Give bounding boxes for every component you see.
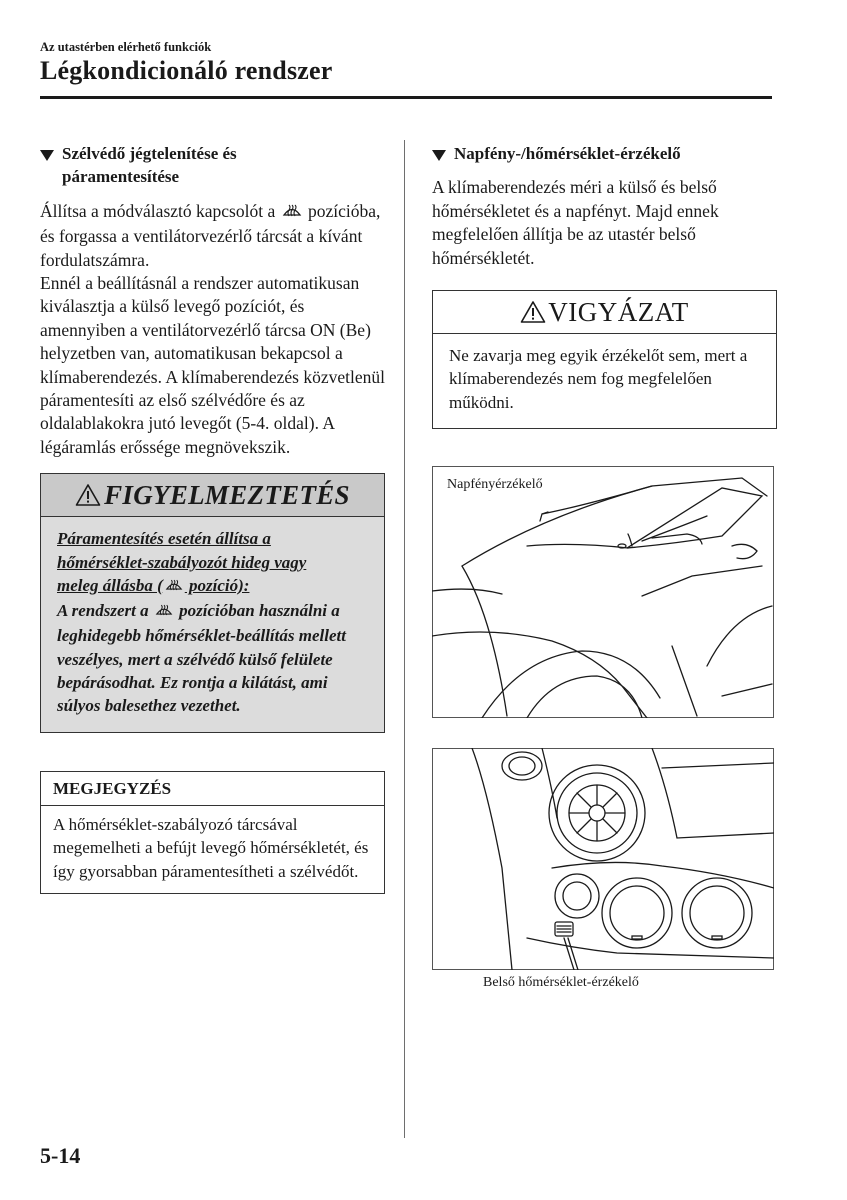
defrost-instruction bbox=[40, 200, 385, 272]
triangle-bullet-icon bbox=[432, 150, 446, 161]
page-title: Légkondicionáló rendszer bbox=[40, 56, 333, 85]
caution-body: Ne zavarja meg egyik érzékelőt sem, mert a klímaberendezés nem fog megfelelően működni. bbox=[449, 346, 748, 412]
instruction-text-b: pozícióba, és forgassa a ventilátorvezérlő tárcsát a kívánt fordulatszámra. bbox=[40, 200, 381, 270]
warning-triangle-icon bbox=[75, 483, 101, 507]
warning-body-a: A rendszert a bbox=[57, 601, 149, 621]
note-title: MEGJEGYZÉS bbox=[41, 772, 384, 806]
warning-lead-3b: pozíció): bbox=[184, 575, 250, 595]
warning-body bbox=[41, 517, 384, 731]
windshield-defroster-icon bbox=[155, 601, 173, 624]
warning-body-b: pozícióban használni a leghidegebb hőmérséklet-beállítás mellett veszélyes, mert a szélvédő külső felülete bepárásodhat. Ez rontja a kilátást, ami súlyos balesethez vezethet. bbox=[57, 601, 346, 716]
caution-box bbox=[432, 290, 777, 429]
warning-title: FIGYELMEZTETÉS bbox=[104, 480, 350, 511]
warning-triangle-icon bbox=[520, 300, 546, 324]
windshield-defroster-icon bbox=[165, 576, 183, 599]
warning-box bbox=[40, 473, 385, 732]
defrost-subheading bbox=[40, 142, 385, 189]
caution-header bbox=[433, 291, 776, 334]
section-kicker: Az utastérben elérhető funkciók bbox=[40, 40, 212, 54]
title-rule bbox=[40, 96, 772, 99]
interior-sensor-illustration bbox=[432, 748, 774, 970]
note-body: A hőmérséklet-szabályozó tárcsával megemelheti a befújt levegő hőmérsékletét, és így gyorsabban páramentesítheti a szélvédőt. bbox=[53, 815, 369, 881]
caution-title: VIGYÁZAT bbox=[548, 297, 689, 328]
note-box bbox=[40, 771, 385, 895]
warning-lead-2: hőmérséklet-szabályozót hideg vagy bbox=[57, 552, 307, 572]
interior-sensor-caption: Belső hőmérséklet-érzékelő bbox=[483, 975, 639, 990]
left-column bbox=[40, 142, 385, 894]
warning-header bbox=[41, 474, 384, 517]
column-divider bbox=[404, 140, 405, 1138]
warning-lead-3 bbox=[57, 576, 249, 595]
instruction-text-a: Állítsa a módválasztó kapcsolót a bbox=[40, 200, 276, 221]
sensor-subheading bbox=[432, 142, 777, 165]
page-number: 5-14 bbox=[40, 1143, 81, 1168]
subheading-line-2: páramentesítése bbox=[62, 167, 180, 187]
warning-lead-3a: meleg állásba ( bbox=[57, 575, 163, 595]
subheading-line-1: Szélvédő jégtelenítése és bbox=[62, 144, 237, 163]
right-column bbox=[432, 142, 777, 429]
sensor-subheading-text: Napfény-/hőmérséklet-érzékelő bbox=[454, 144, 681, 163]
sunlight-sensor-caption: Napfényérzékelő bbox=[447, 477, 543, 492]
defrost-explanation: Ennél a beállításnál a rendszer automatikusan kiválasztja a külső levegő pozíciót, és amennyiben a ventilátorvezérlő tárcsa ON (Be) helyzetben van, automatikusan bekapcsol a klímaberendezés. A klímaberendezés közvetlenül páramentesíti az első szélvédőre és az oldalablakokra jutó levegőt (5-4. oldal). A légáramlás erőssége megnövekszik. bbox=[40, 273, 386, 457]
warning-lead-1: Páramentesítés esetén állítsa a bbox=[57, 529, 271, 549]
triangle-bullet-icon bbox=[40, 150, 54, 161]
sunlight-sensor-illustration bbox=[432, 466, 774, 718]
sensor-description: A klímaberendezés méri a külső és belső hőmérsékletet és a napfényt. Majd ennek megfelelően állítja be az utastér belső hőmérsékletét. bbox=[432, 177, 719, 268]
windshield-defroster-icon bbox=[282, 202, 302, 225]
